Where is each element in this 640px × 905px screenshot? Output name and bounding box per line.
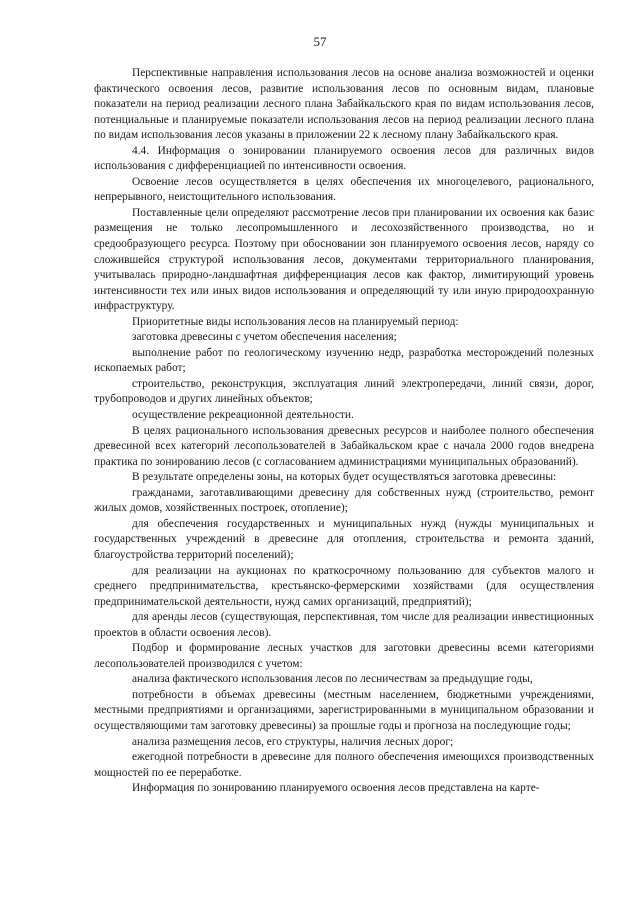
list-item: анализа размещения лесов, его структуры, наличия лесных дорог; bbox=[132, 735, 454, 748]
list-item: заготовка древесины с учетом обеспечения населения; bbox=[132, 331, 397, 344]
list-item: для аренды лесов (существующая, перспективная, том числе для реализации инвестиционных проектов в области освоения лесов). bbox=[94, 611, 594, 639]
list-item: осуществление рекреационной деятельности. bbox=[132, 409, 354, 422]
section-heading: 4.4. Информация о зонировании планируемого освоения лесов для различных видов использования с дифференциацией по интенсивности освоения. bbox=[94, 144, 594, 173]
list-item: для реализации на аукционах по краткосрочному пользованию для субъектов малого и среднего предпринимательства, крестьянско-фермерскими хозяйствами (для осуществления предпринимательской деятельности, нужд самих организаций, предприятий); bbox=[94, 564, 594, 608]
list-item: выполнение работ по геологическому изучению недр, разработка месторождений полезных ископаемых работ; bbox=[94, 346, 594, 375]
list-item: ежегодной потребности в древесине для полного обеспечения имеющихся производственных мощностей по ее переработке. bbox=[94, 751, 594, 779]
paragraph: В целях рационального использования древесных ресурсов и наиболее полного обеспечения древесиной всех категорий лесопользователей в Забайкальском крае с начала 2000 годов внедрена практика по зонированию лесов (с согласованием администрациями муниципальных образований). bbox=[94, 424, 594, 468]
list-item: строительство, реконструкция, эксплуатация линий электропередачи, линий связи, дорог, трубопроводов и других линейных объектов; bbox=[94, 377, 594, 406]
paragraph: Освоение лесов осуществляется в целях обеспечения их многоцелевого, рационального, непрерывного, неистощительного использования. bbox=[94, 175, 594, 204]
list-item: гражданами, заготавливающими древесину для собственных нужд (строительство, ремонт жилых домов, хозяйственных построек, отопление); bbox=[94, 486, 594, 515]
list-item: для обеспечения государственных и муниципальных нужд (нужды муниципальных и государственных учреждений в древесине для отопления, строительства и ремонта зданий, благоустройства территорий поселений); bbox=[94, 517, 594, 561]
list-item: потребности в объемах древесины (местным населением, бюджетными учреждениями, местными предприятиями и организациями, зарегистрированными в муниципальном образовании и осуществляющими там заготовку древесины) за прошлые годы и прогноза на последующие годы; bbox=[94, 688, 594, 732]
list-item: анализа фактического использования лесов по лесничествам за предыдущие годы, bbox=[132, 673, 533, 686]
text-body bbox=[94, 66, 594, 797]
paragraph: Приоритетные виды использования лесов на планируемый период: bbox=[132, 315, 459, 328]
paragraph: Подбор и формирование лесных участков для заготовки древесины всеми категориями лесопользователей производился с учетом: bbox=[94, 642, 594, 670]
paragraph: Поставленные цели определяют рассмотрение лесов при планировании их освоения как базис размещения не только лесопромышленного и лесохозяйственного производства, но и средообразующего ресурса. Поэтому при обосновании зон планируемого освоения лесов, наряду со сложившейся структурой использования лесов, документами территориального планирования, учитывалась природно-ландшафтная дифференциация лесов как фактор, лимитирующий уровень интенсивности тех или иных видов использования и определяющий ту или иную природоохранную инфраструктуру. bbox=[94, 206, 594, 313]
paragraph: Информация по зонированию планируемого освоения лесов представлена на карте- bbox=[132, 782, 540, 795]
paragraph: Перспективные направления использования лесов на основе анализа возможностей и оценки фактического освоения лесов, развитие использования лесов по основным видам, плановые показатели на период реализации лесного плана Забайкальского края по видам использования лесов, потенциальные и планируемые показатели использования лесов на период реализации лесного плана по видам использования лесов указаны в приложении 22 к лесному плану Забайкальского края. bbox=[94, 67, 594, 142]
page-number: 57 bbox=[313, 34, 327, 49]
paragraph: В результате определены зоны, на которых будет осуществляться заготовка древесины: bbox=[132, 471, 557, 484]
